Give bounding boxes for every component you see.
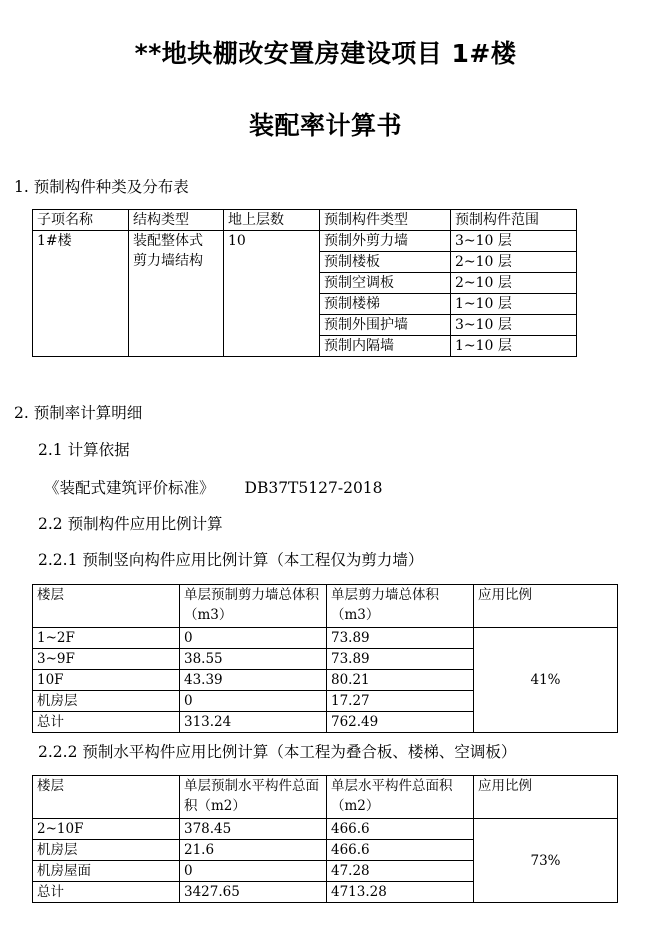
structure-line1: 装配整体式 bbox=[133, 233, 203, 249]
prefab-volume-cell: 0 bbox=[180, 628, 327, 649]
header-cell: 应用比例 bbox=[474, 585, 618, 628]
component-distribution-table bbox=[32, 209, 577, 357]
header-cell: 结构类型 bbox=[129, 210, 224, 231]
horizontal-ratio-table bbox=[32, 775, 618, 903]
component-type-cell: 预制外剪力墙 bbox=[320, 231, 451, 252]
vertical-ratio-value: 41% bbox=[474, 628, 618, 733]
header-cell: 预制构件范围 bbox=[451, 210, 577, 231]
floor-cell: 3~9F bbox=[33, 649, 180, 670]
prefab-volume-cell: 43.39 bbox=[180, 670, 327, 691]
component-range-cell: 3~10 层 bbox=[451, 231, 577, 252]
component-type-cell: 预制外围护墙 bbox=[320, 315, 451, 336]
floor-cell: 1~2F bbox=[33, 628, 180, 649]
table-row bbox=[33, 628, 618, 649]
component-range-cell: 1~10 层 bbox=[451, 336, 577, 357]
floor-cell: 2~10F bbox=[33, 819, 180, 840]
prefab-volume-cell: 38.55 bbox=[180, 649, 327, 670]
floor-cell: 机房层 bbox=[33, 840, 180, 861]
vertical-ratio-table bbox=[32, 584, 618, 733]
component-type-cell: 预制楼梯 bbox=[320, 294, 451, 315]
prefab-area-cell: 378.45 bbox=[180, 819, 327, 840]
floor-cell: 10F bbox=[33, 670, 180, 691]
total-volume-cell: 73.89 bbox=[327, 628, 474, 649]
component-type-cell: 预制楼板 bbox=[320, 252, 451, 273]
section2-heading: 2. 预制率计算明细 bbox=[14, 404, 143, 422]
basis-line bbox=[44, 476, 383, 498]
header-cell: 单层预制水平构件总面积（m2） bbox=[180, 776, 327, 819]
structure-type-cell bbox=[129, 231, 224, 357]
basis-heading: 2.1 计算依据 bbox=[38, 441, 130, 459]
total-volume-cell: 73.89 bbox=[327, 649, 474, 670]
floor-cell: 总计 bbox=[33, 712, 180, 733]
header-cell: 单层剪力墙总体积（m3） bbox=[327, 585, 474, 628]
total-volume-cell: 762.49 bbox=[327, 712, 474, 733]
floor-cell: 总计 bbox=[33, 882, 180, 903]
header-cell: 子项名称 bbox=[33, 210, 129, 231]
component-range-cell: 3~10 层 bbox=[451, 315, 577, 336]
item-name-cell: 1#楼 bbox=[33, 231, 129, 357]
header-cell: 应用比例 bbox=[474, 776, 618, 819]
table-row bbox=[33, 819, 618, 840]
total-volume-cell: 17.27 bbox=[327, 691, 474, 712]
basis-standard-code: DB37T5127-2018 bbox=[244, 479, 383, 497]
horizontal-heading: 2.2.2 预制水平构件应用比例计算（本工程为叠合板、楼梯、空调板） bbox=[38, 743, 517, 761]
prefab-area-cell: 0 bbox=[180, 861, 327, 882]
header-cell: 楼层 bbox=[33, 776, 180, 819]
basis-standard-name: 《装配式建筑评价标准》 bbox=[44, 479, 215, 497]
total-volume-cell: 80.21 bbox=[327, 670, 474, 691]
vertical-heading: 2.2.1 预制竖向构件应用比例计算（本工程仅为剪力墙） bbox=[38, 551, 424, 569]
floor-cell: 机房层 bbox=[33, 691, 180, 712]
ratio-heading: 2.2 预制构件应用比例计算 bbox=[38, 515, 223, 533]
component-range-cell: 2~10 层 bbox=[451, 252, 577, 273]
prefab-area-cell: 3427.65 bbox=[180, 882, 327, 903]
document-title-line2: 装配率计算书 bbox=[248, 111, 402, 140]
prefab-volume-cell: 313.24 bbox=[180, 712, 327, 733]
header-cell: 单层水平构件总面积（m2） bbox=[327, 776, 474, 819]
table-header-row bbox=[33, 776, 618, 819]
header-cell: 预制构件类型 bbox=[320, 210, 451, 231]
floor-cell: 机房屋面 bbox=[33, 861, 180, 882]
floors-cell: 10 bbox=[224, 231, 320, 357]
structure-line2: 剪力墙结构 bbox=[133, 253, 203, 269]
total-area-cell: 4713.28 bbox=[327, 882, 474, 903]
total-area-cell: 466.6 bbox=[327, 840, 474, 861]
table-header-row bbox=[33, 210, 577, 231]
table-header-row bbox=[33, 585, 618, 628]
document-title-line1: **地块棚改安置房建设项目 1#楼 bbox=[134, 39, 517, 68]
component-type-cell: 预制空调板 bbox=[320, 273, 451, 294]
total-area-cell: 466.6 bbox=[327, 819, 474, 840]
section1-heading: 1. 预制构件种类及分布表 bbox=[14, 178, 189, 196]
component-range-cell: 2~10 层 bbox=[451, 273, 577, 294]
table-row bbox=[33, 231, 577, 252]
component-type-cell: 预制内隔墙 bbox=[320, 336, 451, 357]
horizontal-ratio-value: 73% bbox=[474, 819, 618, 903]
prefab-volume-cell: 0 bbox=[180, 691, 327, 712]
component-range-cell: 1~10 层 bbox=[451, 294, 577, 315]
header-cell: 地上层数 bbox=[224, 210, 320, 231]
total-area-cell: 47.28 bbox=[327, 861, 474, 882]
prefab-area-cell: 21.6 bbox=[180, 840, 327, 861]
header-cell: 单层预制剪力墙总体积（m3） bbox=[180, 585, 327, 628]
header-cell: 楼层 bbox=[33, 585, 180, 628]
